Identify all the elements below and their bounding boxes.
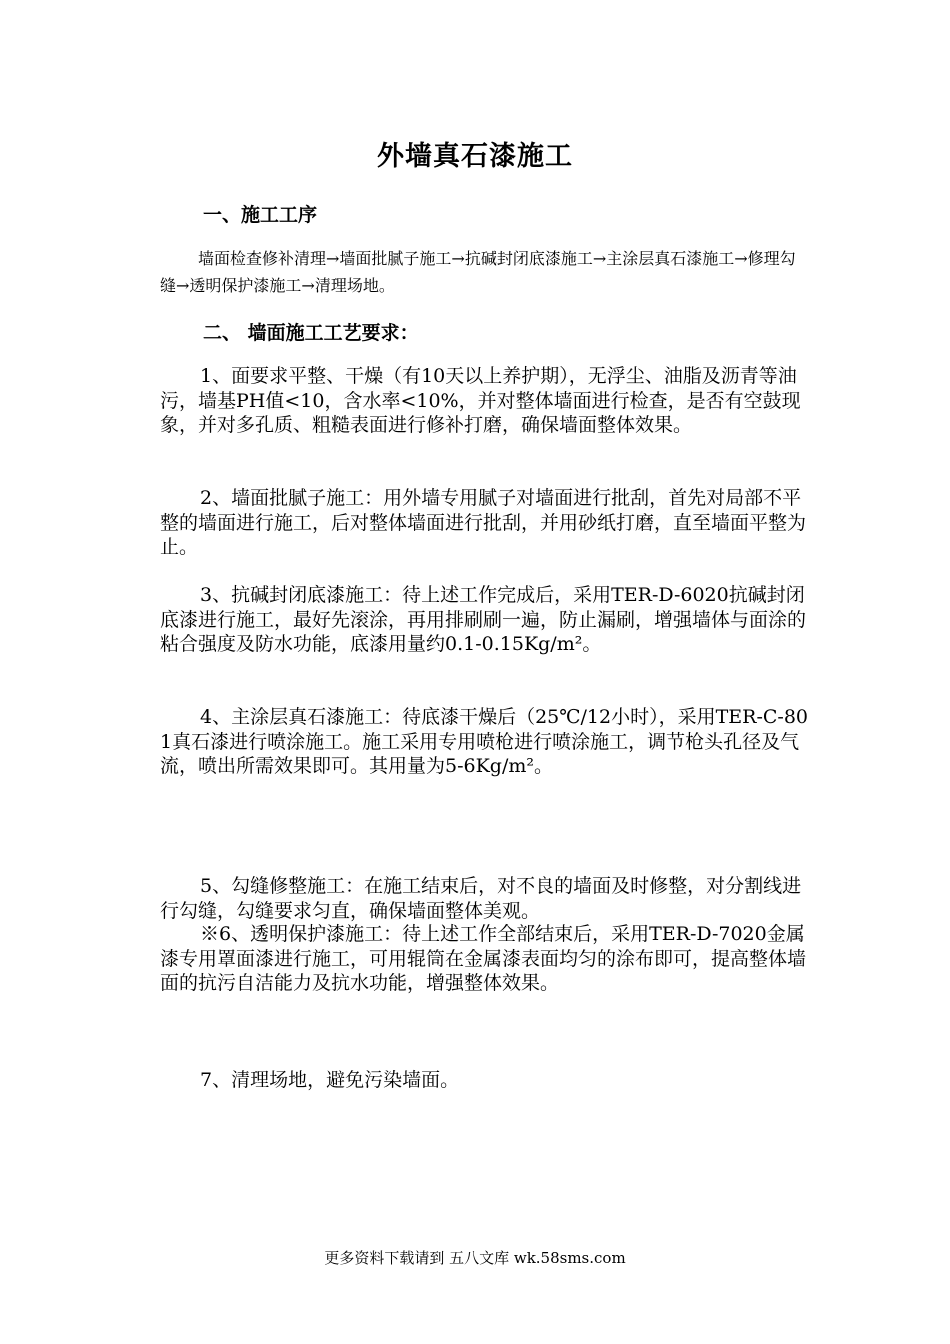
- section-heading-process: 一、施工工序: [203, 204, 318, 226]
- section-heading-requirements: 二、 墙面施工工艺要求：: [203, 322, 419, 344]
- paragraph-6: ※6、透明保护漆施工：待上述工作全部结束后，采用TER-D-7020金属漆专用罩面漆进行施工，可用辊筒在金属漆表面均匀的涂布即可，提高整体墙面的抗污自洁能力及抗水功能，增强整体效果。: [160, 923, 807, 994]
- paragraph-4: 4、主涂层真石漆施工：待底漆干燥后（25℃/12小时），采用TER-C-801真石漆进行喷涂施工。施工采用专用喷枪进行喷涂施工，调节枪头孔径及气流，喷出所需效果即可。其用量为5-6Kg/m²。: [160, 706, 809, 777]
- process-text: 墙面检查修补清理→墙面批腻子施工→抗碱封闭底漆施工→主涂层真石漆施工→修理勾缝→透明保护漆施工→清理场地。: [160, 249, 796, 295]
- paragraph-3: 3、抗碱封闭底漆施工：待上述工作完成后，采用TER-D-6020抗碱封闭底漆进行施工，最好先滚涂，再用排刷刷一遍，防止漏刷，增强墙体与面涂的粘合强度及防水功能，底漆用量约0.1-0.15Kg/m²。: [160, 584, 807, 655]
- paragraph-1: 1、面要求平整、干燥（有10天以上养护期），无浮尘、油脂及沥青等油污，墙基PH值<10，含水率<10%，并对整体墙面进行检查，是否有空鼓现象，并对多孔质、粗糙表面进行修补打磨，确保墙面整体效果。: [160, 365, 801, 436]
- paragraph-5: 5、勾缝修整施工：在施工结束后，对不良的墙面及时修整，对分割线进行勾缝，勾缝要求匀直，确保墙面整体美观。: [160, 875, 802, 922]
- document-title: 外墙真石漆施工: [377, 141, 573, 172]
- footer-link[interactable]: 更多资料下载请到 五八文库 wk.58sms.com: [324, 1249, 626, 1267]
- paragraph-7: 7、清理场地，避免污染墙面。: [200, 1069, 460, 1091]
- paragraph-2: 2、墙面批腻子施工：用外墙专用腻子对墙面进行批刮，首先对局部不平整的墙面进行施工，后对整体墙面进行批刮，并用砂纸打磨，直至墙面平整为止。: [160, 487, 807, 558]
